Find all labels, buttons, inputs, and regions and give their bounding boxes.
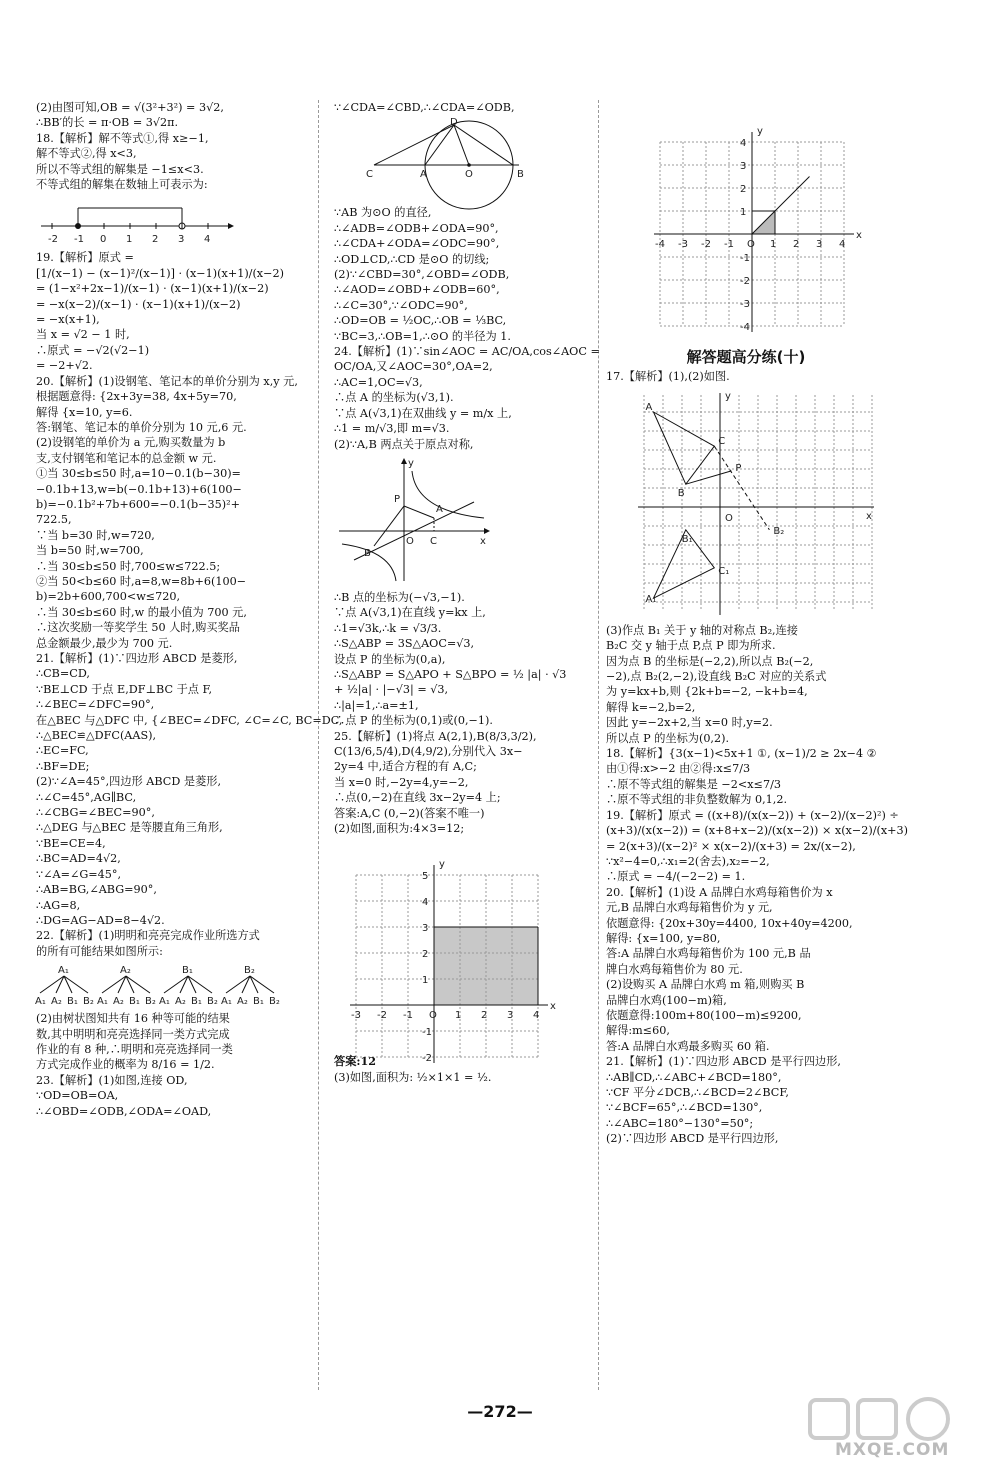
label-o: O <box>465 169 473 181</box>
label-b: B <box>517 169 524 181</box>
point-label: P <box>735 462 742 474</box>
tree-leaf: A₁ <box>35 996 46 1008</box>
segment-bp <box>686 471 732 484</box>
hyperbola-figure <box>334 456 592 586</box>
label-c: C <box>366 169 373 181</box>
label-a: A <box>420 169 427 181</box>
triangle-reflection-figure <box>630 389 886 619</box>
x-axis-label: x <box>856 230 862 241</box>
y-tick-label: 2 <box>740 184 747 195</box>
column-divider <box>318 100 319 1390</box>
point-label: A₁ <box>645 594 657 606</box>
x-tick-label: 3 <box>816 239 823 250</box>
x-tick-label: 2 <box>793 239 800 250</box>
point-label: B₁ <box>681 533 693 545</box>
x-tick-label: 4 <box>839 239 846 250</box>
label-d: D <box>450 117 458 129</box>
tree-diagram <box>36 963 298 1007</box>
tree-leaf: B₂ <box>83 996 94 1008</box>
label-x: x <box>480 535 486 547</box>
x-tick-label: O <box>747 239 755 250</box>
y-tick-label: 3 <box>740 161 747 172</box>
tree-leaf: A₂ <box>113 996 124 1008</box>
q21: 21.【解析】(1)∵四边形 ABCD 是菱形, ∴CB=CD, ∵BE⊥CD 于点 E,DF⊥BC 于点 F, ∴∠BEC=∠DFC=90°, 在△BEC 与△DFC 中, {∠BEC=∠DFC, ∠C=∠C, BC=DC, ∴△BEC≌△DFC(AAS), ∴EC=FC, ∴BF=DE; (2)∵∠A=45°,四边形 ABCD 是菱形, ∴∠C=45°,AG∥BC, ∴∠CBG=∠BEC=90°, ∴△DEG 与△BEC 是等腰直角三角形, ∵BE=CE=4, ∴BC=AD=4√2, ∵∠A=∠G=45°, ∴AB=BG,∠ABG=90°, ∴AG=8, ∴DG=AG−AD=8−4√2. <box>36 652 343 927</box>
point-label: x <box>866 510 872 522</box>
x-axis-label: x <box>550 1001 556 1013</box>
tree-leaf: B₁ <box>191 996 202 1008</box>
q20: 20.【解析】(1)设钢笔、笔记本的单价分别为 x,y 元, 根据题意得: {2x+3y=38, 4x+5y=70, 解得 {x=10, y=6. 答:钢笔、笔记本的单价分别为 10 元,6 元. (2)设钢笔的单价为 a 元,购买数量为 b 支,支付钢笔和笔记本的总金额 w 元. ①当 30≤b≤50 时,a=10−0.1(b−30)= −0.1b+13,w=b(−0.1b+13)+6(100− b)=−0.1b²+7b+600=−0.1(b−35)²+ 722.5, ∵当 b=30 时,w=720, 当 b=50 时,w=700, ∴当 30≤b≤50 时,700≤w≤722.5; ②当 50<b≤60 时,a=8,w=8b+6(100− b)=2b+600,700<w≤720, ∴当 30≤b≤60 时,w 的最小值为 700 元, ∴这次奖励一等奖学生 50 人时,购买奖品 总金额最少,最少为 700 元. <box>36 374 298 650</box>
tree-leaf: A₁ <box>97 996 108 1008</box>
x-tick-label: -1 <box>724 239 734 250</box>
y-tick-label: 2 <box>422 949 429 961</box>
tree-leaf: A₁ <box>159 996 170 1008</box>
tick-label: -2 <box>48 234 58 246</box>
q18-r: 18.【解析】{3(x−1)<5x+1 ①, (x−1)/2 ≥ 2x−4 ② 由①得:x>−2 由②得:x≤7/3 ∴原不等式组的解集是 −2<x≤7/3 ∴原不等式组的非负整数解为 0,1,2. <box>606 747 877 807</box>
q22b: (2)由树状图知共有 16 种等可能的结果 数,其中明明和亮亮选择同一类方式完成 作业的有 8 种,∴明明和亮亮选择同一类 方式完成作业的概率为 8/16 = 1/2. <box>36 1012 233 1072</box>
label-p: P <box>394 493 401 505</box>
circle-tangent-figure <box>334 119 592 201</box>
y-tick-label: -1 <box>422 1027 432 1039</box>
x-tick-label: 3 <box>507 1010 514 1022</box>
point-label: C₁ <box>718 565 730 577</box>
y-tick-label: -4 <box>740 322 750 333</box>
x-tick-label: -1 <box>403 1010 413 1022</box>
x-tick-label: 2 <box>481 1010 488 1022</box>
point-label: C <box>718 436 726 448</box>
q22: 22.【解析】(1)明明和亮亮完成作业所选方式 的所有可能结果如图所示: <box>36 929 260 958</box>
tree-leaf: B₁ <box>253 996 264 1008</box>
tick-label: 4 <box>204 234 211 246</box>
tree-root: B₁ <box>182 965 193 977</box>
y-tick-label: 5 <box>422 871 429 883</box>
shaded-rectangle <box>434 927 538 1005</box>
tick-label: 0 <box>100 234 107 246</box>
tick-label: -1 <box>74 234 84 246</box>
page-number: —272— <box>467 1402 533 1421</box>
tree-leaf: B₂ <box>145 996 156 1008</box>
x-tick-label: -2 <box>701 239 711 250</box>
q24: 24.【解析】(1)∵sin∠AOC = AC/OA,cos∠AOC = OC/OA,又∠AOC=30°,OA=2, ∴AC=1,OC=√3, ∴点 A 的坐标为(√3,1). ∵点 A(√3,1)在双曲线 y = m/x 上, ∴1 = m/√3,即 m=√3. (2)∵A,B 两点关于原点对称, <box>334 345 600 451</box>
tree-leaf: A₁ <box>221 996 232 1008</box>
q23-cont: ∵AB 为⊙O 的直径, ∴∠ADB=∠ODB+∠ODA=90°, ∴∠CDA+∠ODA=∠ODC=90°, ∴OD⊥CD,∴CD 是⊙O 的切线; (2)∵∠CBD=30°,∠OBD=∠ODB, ∴∠AOD=∠OBD+∠ODB=60°, ∴∠C=30°,∵∠ODC=90°, ∴OD=OB = ½OC,∴OB = ⅓BC, ∵BC=3,∴OB=1,∴⊙O 的半径为 1. <box>334 206 511 343</box>
q25: 25.【解析】(1)将点 A(2,1),B(8/3,3/2), C(13/6,5/4),D(4,9/2),分别代入 3x− 2y=4 中,适合方程的有 A,C; 当 x=0 时,−2y=4,y=−2, ∴点(0,−2)在直线 3x−2y=4 上; 答案:A,C (0,−2)(答案不唯一) (2)如图,面积为:4×3=12; <box>334 729 537 835</box>
q25-tail: 答案:12 (3)如图,面积为: ½×1×1 = ½. <box>334 1054 492 1084</box>
y-tick-label: 4 <box>740 138 747 149</box>
x-tick-label: 1 <box>455 1010 462 1022</box>
y-axis-label: y <box>439 859 445 871</box>
q19: 19.【解析】原式 = [1/(x−1) − (x−1)²/(x−1)] · (x−1)(x+1)/(x−2) = (1−x²+2x−1)/(x−1) · (x−1)(x+1)/(x−2) = −x(x−2)/(x−1) · (x−1)(x+1)/(x−2) = −x(x+1), 当 x = √2 − 1 时, ∴原式 = −√2(√2−1) = −2+√2. <box>36 251 284 373</box>
tree-leaf: B₁ <box>67 996 78 1008</box>
watermark-text: MXQE.COM <box>835 1440 950 1460</box>
point-label: B₂ <box>773 525 785 537</box>
y-tick-label: -2 <box>740 276 750 287</box>
x-tick-label: O <box>429 1010 437 1022</box>
y-tick-label: 3 <box>422 923 429 935</box>
tick-label: 2 <box>152 234 159 246</box>
column-2: ∵∠CDA=∠CBD,∴∠CDA=∠ODB, D C A O B ∵AB 为⊙O 的直径, ∴∠ADB=∠ODB+∠ODA=90°, ∴∠CDA+∠ODA=∠ODC=90°, ∴OD⊥CD,∴CD 是⊙O 的切线; (2)∵∠CBD=30°,∠OBD=∠ODB, ∴∠AOD=∠OBD+∠ODB=60°, ∴∠C=30°,∵∠ODC=90°, ∴OD=OB = ½OC,∴OB = ⅓BC, ∵BC=3,∴OB=1,∴⊙O 的半径为 1. 24.【解析】(1)∵sin∠AOC = AC/OA,cos∠AOC = OC/OA,又∠AOC=30°,OA=2, ∴AC=1,OC=√3, ∴点 A 的坐标为(√3,1). ∵点 A(√3,1)在双曲线 y = m/x 上, ∴1 = m/√3,即 m=√3. (2)∵A,B 两点关于原点对称, y P A O C x B ∴B 点的坐标为(−√3,−1). ∵点 A(√3,1)在直线 y=kx 上, ∴1=√3k,∴k = √3/3. ∴S△ABP = 3S△AOC=√3, 设点 P 的坐标为(0,a), ∴S△ABP = S△APO + S△BPO = ½ |a| · √3 + ½|a| · |−√3| = √3, ∴|a|=1,∴a=±1, ∴点 P 的坐标为(0,1)或(0,−1). 25.【解析】(1)将点 A(2,1),B(8/3,3/2), C(13/6,5/4),D(4,9/2),分别代入 3x− 2y=4 中,适合方程的有 A,C; 当 x=0 时,−2y=4,y=−2, ∴点(0,−2)在直线 3x−2y=4 上; 答案:A,C (0,−2)(答案不唯一) (2)如图,面积为:4×3=12; x y -3 -2 -1 O 1 2 3 4 5 4 3 2 1 -1 -2 答案:12 (3)如图,面积为: ½×1×1 = ½. <box>334 101 600 1084</box>
tree-leaf: B₂ <box>207 996 218 1008</box>
column-1 <box>35 100 343 1119</box>
point-label: y <box>725 390 731 402</box>
label-a: A <box>436 503 443 515</box>
y-tick-label: 4 <box>422 897 429 909</box>
tree-leaf: B₂ <box>269 996 280 1008</box>
tree-root: A₁ <box>58 965 69 977</box>
q23: 23.【解析】(1)如图,连接 OD, ∵OD=OB=OA, ∴∠OBD=∠ODB,∠ODA=∠OAD, <box>36 1073 212 1118</box>
x-tick-label: 4 <box>533 1010 540 1022</box>
q21-r: 21.【解析】(1)∵四边形 ABCD 是平行四边形, ∴AB∥CD,∴∠ABC+∠BCD=180°, ∵CF 平分∠DCB,∴∠BCD=2∠BCF, ∵∠BCF=65°,∴∠BCD=130°, ∴∠ABC=180°−130°=50°; (2)∵四边形 ABCD 是平行四边形, <box>606 1055 841 1146</box>
y-axis-label: y <box>757 126 763 137</box>
q20-r: 20.【解析】(1)设 A 品牌白水鸡每箱售价为 x 元,B 品牌白水鸡每箱售价为 y 元, 依题意得: {20x+30y=4400, 10x+40y=4200, 解得: {x=100, y=80, 答:A 品牌白水鸡每箱售价为 100 元,B 品 牌白水鸡每箱售价为 80 元. (2)设购买 A 品牌白水鸡 m 箱,则购买 B 品牌白水鸡(100−m)箱, 依题意得:100m+80(100−m)≤9200, 解得:m≤60, 答:A 品牌白水鸡最多购买 60 箱. <box>606 885 853 1053</box>
label-c: C <box>430 535 437 547</box>
y-tick-label: -2 <box>422 1053 432 1065</box>
point-label: O <box>725 512 733 524</box>
label-y: y <box>408 457 414 469</box>
section-title: 解答题高分练(十) <box>686 348 806 366</box>
tick-label: 1 <box>126 234 133 246</box>
q19-r: 19.【解析】原式 = ((x+8)/(x(x−2)) + (x−2)/(x−2)²) ÷ (x+3)/(x(x−2)) = (x+8+x−2)/(x(x−2)) × x(x−2)/(x+3) = 2(x+3)/(x−2)² × x(x−2)/(x+3) = 2x/(x−2), ∵x²−4=0,∴x₁=2(舍去),x₂=−2, ∴原式 = −4/(−2−2) = 1. <box>606 808 909 884</box>
tree-root: A₂ <box>120 965 131 977</box>
y-tick-label: -1 <box>740 253 750 264</box>
q24b: ∴B 点的坐标为(−√3,−1). ∵点 A(√3,1)在直线 y=kx 上, ∴1=√3k,∴k = √3/3. ∴S△ABP = 3S△AOC=√3, 设点 P 的坐标为(0,a), ∴S△ABP = S△APO + S△BPO = ½ |a| · √3 + ½|a| · |−√3| = √3, ∴|a|=1,∴a=±1, ∴点 P 的坐标为(0,1)或(0,−1). <box>334 590 567 728</box>
q18: 18.【解析】解不等式①,得 x≥−1, 解不等式②,得 x<3, 所以不等式组的解集是 −1≤x<3. 不等式组的解集在数轴上可表示为: <box>36 131 209 192</box>
tree-leaf: A₂ <box>175 996 186 1008</box>
x-tick-label: -3 <box>678 239 688 250</box>
label-o: O <box>406 535 414 547</box>
q17b: (3)作点 B₁ 关于 y 轴的对称点 B₂,连接 B₂C 交 y 轴于点 P,点 P 即为所求. 因为点 B 的坐标是(−2,2),所以点 B₂(−2, −2),点 B₂(2,−2),设直线 B₂C 对应的关系式 为 y=kx+b,则 {2k+b=−2, −k+b=4, 解得 k=−2,b=2, 因此 y=−2x+2,当 x=0 时,y=2. 所以点 P 的坐标为(0,2). <box>606 623 827 745</box>
tree-root: B₂ <box>244 965 255 977</box>
number-line-figure <box>36 196 298 246</box>
tick-label: 3 <box>178 234 185 246</box>
x-tick-label: -3 <box>351 1010 361 1022</box>
ray <box>775 177 810 212</box>
x-tick-label: -2 <box>377 1010 387 1022</box>
point-label: B <box>677 488 685 500</box>
tree-leaf: A₂ <box>237 996 248 1008</box>
shaded-triangle <box>752 211 775 234</box>
q17-tail: (2)由图可知,OB = √(3²+3²) = 3√2, ∴BB′的长 = π·OB = 3√2π. <box>36 101 224 130</box>
shaded-rect-grid <box>334 840 592 1065</box>
label-b: B <box>364 547 371 559</box>
x-tick-label: 1 <box>770 239 777 250</box>
column-divider <box>598 100 599 1390</box>
y-tick-label: -3 <box>740 299 750 310</box>
column-3: x y -4 -3 -2 -1 O 1 2 3 4 4 3 2 1 -1 -2 -3 -4 解答题高分练(十) 17.【解析】(1),(2)如图. y A C P B O x B₂ B₁ C₁ A₁ (3)作点 B₁ 关于 y 轴的对称点 B₂,连接 B₂C 交 y 轴于点 P,点 P 即为所求. 因为点 B 的坐标是(−2,2),所以点 B₂(−2, −2),点 B₂(2,−2),设直线 B₂C 对应的关系式 为 y=kx+b,则 {2k+b=−2, −k+b=4, 解得 k=−2,b=2, 因此 y=−2x+2,当 x=0 时,y=2. 所以点 P 的坐标为(0,2). 18.【解析】{3(x−1)<5x+1 ①, (x−1)/2 ≥ 2x−4 ② 由①得:x>−2 由②得:x≤7/3 ∴原不等式组的解集是 −2<x≤7/3 ∴原不等式组的非负整数解为 0,1,2. 19.【解析】原式 = ((x+8)/(x(x−2)) + (x−2)/(x−2)²) ÷ (x+3)/(x(x−2)) = (x+8+x−2)/(x(x−2)) × x(x−2)/(x+3) = 2(x+3)/(x−2)² × x(x−2)/(x+3) = 2x/(x−2), ∵x²−4=0,∴x₁=2(舍去),x₂=−2, ∴原式 = −4/(−2−2) = 1. 20.【解析】(1)设 A 品牌白水鸡每箱售价为 x 元,B 品牌白水鸡每箱售价为 y 元, 依题意得: {20x+30y=4400, 10x+40y=4200, 解得: {x=100, y=80, 答:A 品牌白水鸡每箱售价为 100 元,B 品 牌白水鸡每箱售价为 80 元. (2)设购买 A 品牌白水鸡 m 箱,则购买 B 品牌白水鸡(100−m)箱, 依题意得:100m+80(100−m)≤9200, 解得:m≤60, 答:A 品牌白水鸡最多购买 60 箱. 21.【解析】(1)∵四边形 ABCD 是平行四边形, ∴AB∥CD,∴∠ABC+∠BCD=180°, ∵CF 平分∠DCB,∴∠BCD=2∠BCF, ∵∠BCF=65°,∴∠BCD=130°, ∴∠ABC=180°−130°=50°; (2)∵四边形 ABCD 是平行四边形, <box>606 100 886 1147</box>
tree-leaf: B₁ <box>129 996 140 1008</box>
triangle-grid-figure <box>642 104 886 344</box>
x-tick-label: -4 <box>655 239 665 250</box>
tree-leaf: A₂ <box>51 996 62 1008</box>
y-tick-label: 1 <box>422 975 429 987</box>
y-tick-label: 1 <box>740 207 747 218</box>
point-label: A <box>645 401 653 413</box>
